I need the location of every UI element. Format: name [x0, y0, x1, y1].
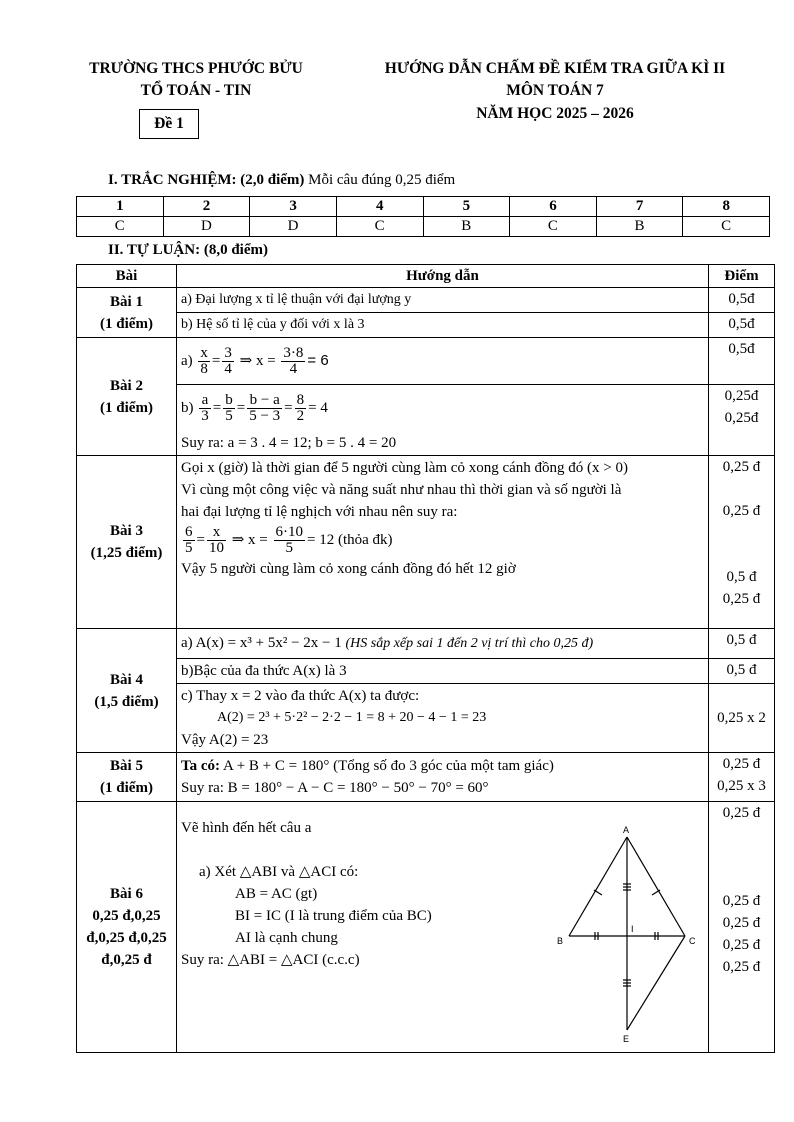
label-C: C	[689, 936, 696, 946]
school-year: NĂM HỌC 2025 – 2026	[476, 105, 634, 122]
section1-heading: I. TRẮC NGHIỆM: (2,0 điểm) Mỗi câu đúng 0,25 điểm	[108, 172, 456, 188]
exam-code-box: Đề 1	[139, 109, 199, 139]
bai4-row-a: Bài 4 (1,5 điểm) a) A(x) = x³ + 5x² − 2x − 1 (HS sắp xếp sai 1 đến 2 vị trí thì cho 0,25 đ) 0,5 đ	[77, 629, 775, 659]
label-I: I	[631, 924, 634, 934]
bai1-row-a: Bài 1 (1 điểm) a) Đại lượng x tỉ lệ thuận với đại lượng y 0,5đ	[77, 288, 775, 313]
bai1-row-b: b) Hệ số tỉ lệ của y đối với x là 3 0,5đ	[77, 313, 775, 338]
bai4-row-b: b)Bậc của đa thức A(x) là 3 0,5 đ	[77, 659, 775, 684]
question-number-row: 1 2 3 4 5 6 7 8	[77, 197, 770, 217]
bai4-row-c: c) Thay x = 2 vào đa thức A(x) ta được: A(2) = 2³ + 5·2² − 2·2 − 1 = 8 + 20 − 4 − 1 = 23 Vậy A(2) = 23 0,25 x 2	[77, 684, 775, 753]
subject-title: MÔN TOÁN 7	[506, 82, 604, 99]
label-E: E	[623, 1034, 630, 1044]
bai3-row: Bài 3 (1,25 điểm) Gọi x (giờ) là thời gian để 5 người cùng làm cỏ xong cánh đồng đó (x > 0) Vì cùng một công việc và năng suất như nhau thì thời gian và số người là hai đại lượng tỉ lệ nghịch với nhau nên suy ra: $\frac{6}{5}$ = $\frac{x}{10}$ ⇒ x = $\frac{6\cdot 10}{5}$ = 12 (thỏa đk) Vậy 5 người cùng làm cỏ xong cánh đồng đó hết 12 giờ 0,25 đ 0,25 đ 0,5 đ 0,25 đ	[77, 456, 775, 629]
school-name: TRƯỜNG THCS PHƯỚC BỬU	[89, 60, 303, 77]
answer-row: C D D C B C B C	[77, 217, 770, 237]
bai4-label: Bài 4 (1,5 điểm)	[77, 629, 177, 753]
segment-AB	[569, 837, 627, 936]
section2-heading: II. TỰ LUẬN: (8,0 điểm)	[108, 242, 268, 258]
bai2-row-a: Bài 2 (1 điểm) a) $\frac{x}{8}$ = $\frac{3}{4}$ ⇒ x = $\frac{3\cdot 8}{4}$ = 6 0,5đ	[77, 338, 775, 385]
bai2-row-c: Suy ra: a = 3 . 4 = 12; b = 5 . 4 = 20	[77, 431, 775, 456]
essay-grading-table	[76, 264, 775, 1053]
bai5-row: Bài 5 (1 điểm) Ta có: A + B + C = 180° (Tổng số đo 3 góc của một tam giác) Suy ra: B = 180° − A − C = 180° − 50° − 70° = 60° 0,25 đ 0,25 x 3	[77, 753, 775, 802]
segment-CE	[627, 936, 685, 1030]
bai5-label: Bài 5 (1 điểm)	[77, 753, 177, 802]
doc-title: HƯỚNG DẪN CHẤM ĐỀ KIỂM TRA GIỮA KÌ II	[384, 60, 726, 77]
bai1-label: Bài 1 (1 điểm)	[77, 288, 177, 338]
table-header-row: Bài Hướng dẫn Điểm	[77, 265, 775, 288]
department-name: TỔ TOÁN - TIN	[140, 82, 252, 99]
bai2-label: Bài 2 (1 điểm)	[77, 338, 177, 456]
bai6-label: Bài 6 0,25 đ,0,25 đ,0,25 đ,0,25 đ,0,25 đ	[77, 802, 177, 1053]
bai6-row: Bài 6 0,25 đ,0,25 đ,0,25 đ,0,25 đ,0,25 đ Vẽ hình đến hết câu a a) Xét △ABI và △ACI có: AB = AC (gt) BI = IC (I là trung điểm của BC) AI là cạnh chung Suy ra: △ABI = △ACI (c.c.c) A B C I E 0,25 đ 0,25 đ 0,25 đ 0,25 đ 0,25 đ	[77, 802, 775, 1053]
segment-AC	[627, 837, 685, 936]
triangle-figure	[557, 822, 707, 1047]
label-A: A	[623, 825, 630, 835]
label-B: B	[557, 936, 564, 946]
bai2-row-b: b) $\frac{a}{3}$ = $\frac{b}{5}$ = $\frac{b - a}{5 - 3}$ = $\frac{8}{2}$ = 4 0,25đ 0,25đ	[77, 385, 775, 432]
multiple-choice-table	[76, 196, 770, 237]
bai3-label: Bài 3 (1,25 điểm)	[77, 456, 177, 629]
